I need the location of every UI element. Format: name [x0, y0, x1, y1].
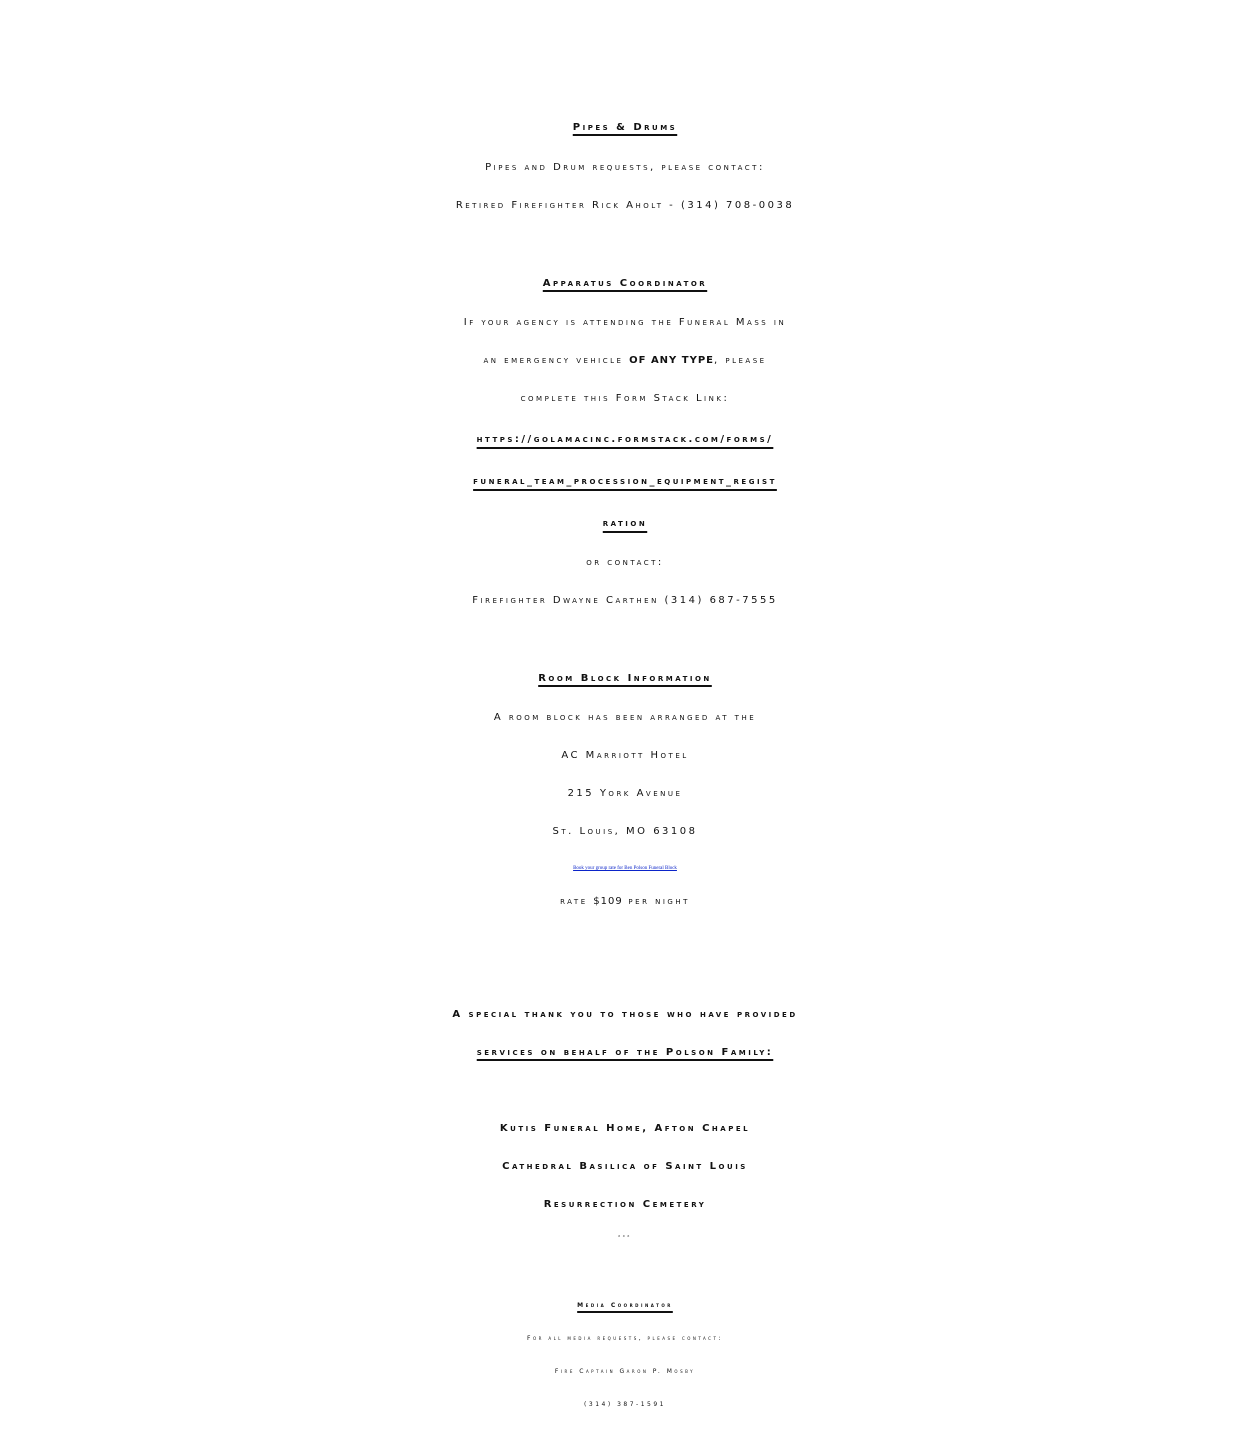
apparatus-line-1: If your agency is attending the Funeral Mass in: [463, 317, 787, 328]
room-rate: [0, 884, 1250, 920]
pipes-heading: Pipes & Drums: [572, 122, 678, 133]
thanks-line-1: A special thank you to those who have provided: [452, 1009, 798, 1020]
thanks-item-cathedral: Cathedral Basilica of Saint Louis: [502, 1161, 748, 1172]
media-contact-phone: (314) 387-1591: [584, 1401, 666, 1408]
media-heading: Media Coordinator: [577, 1302, 673, 1309]
book-group-rate-link[interactable]: Book your group rate for Ben Polson Funeral Block: [573, 866, 677, 871]
apparatus-heading: Apparatus Coordinator: [542, 278, 708, 289]
formstack-link-line-1[interactable]: https://golamacinc.formstack.com/forms/: [476, 434, 774, 445]
room-address: 215 York Avenue: [567, 788, 683, 799]
apparatus-emphasis: OF ANY TYPE: [629, 355, 714, 366]
apparatus-line-2-post: , please: [714, 355, 767, 366]
apparatus-contact: Firefighter Dwayne Carthen (314) 687-7555: [472, 595, 778, 606]
thanks-item-funeral-home: Kutis Funeral Home, Afton Chapel: [499, 1123, 751, 1134]
formstack-link-line-3[interactable]: ration: [602, 518, 648, 529]
room-rate-amount: $109: [593, 896, 623, 907]
apparatus-line-4: or contact:: [586, 557, 664, 568]
room-line-1: A room block has been arranged at the: [493, 712, 757, 723]
room-hotel-name: AC Marriott Hotel: [561, 750, 689, 761]
apparatus-line-2: [0, 343, 1250, 379]
room-heading: Room Block Information: [538, 673, 712, 684]
thanks-line-2: services on behalf of the Polson Family:: [476, 1047, 774, 1058]
formstack-link-line-2[interactable]: funeral_team_procession_equipment_regist: [473, 476, 777, 487]
pipes-contact: Retired Firefighter Rick Aholt - (314) 708-0038: [455, 200, 795, 211]
pipes-line-1: Pipes and Drum requests, please contact:: [485, 162, 765, 173]
apparatus-line-3: complete this Form Stack Link:: [520, 393, 730, 404]
room-city: St. Louis, MO 63108: [552, 826, 698, 837]
media-contact-name: Fire Captain Garon P. Mosby: [554, 1368, 696, 1375]
apparatus-line-2-pre: an emergency vehicle: [483, 355, 630, 366]
media-line-1: For all media requests, please contact:: [527, 1335, 723, 1342]
separator-mark: xxx: [618, 1233, 632, 1238]
thanks-item-cemetery: Resurrection Cemetery: [543, 1199, 707, 1210]
room-rate-post: per night: [622, 896, 690, 907]
room-rate-pre: rate: [560, 896, 594, 907]
